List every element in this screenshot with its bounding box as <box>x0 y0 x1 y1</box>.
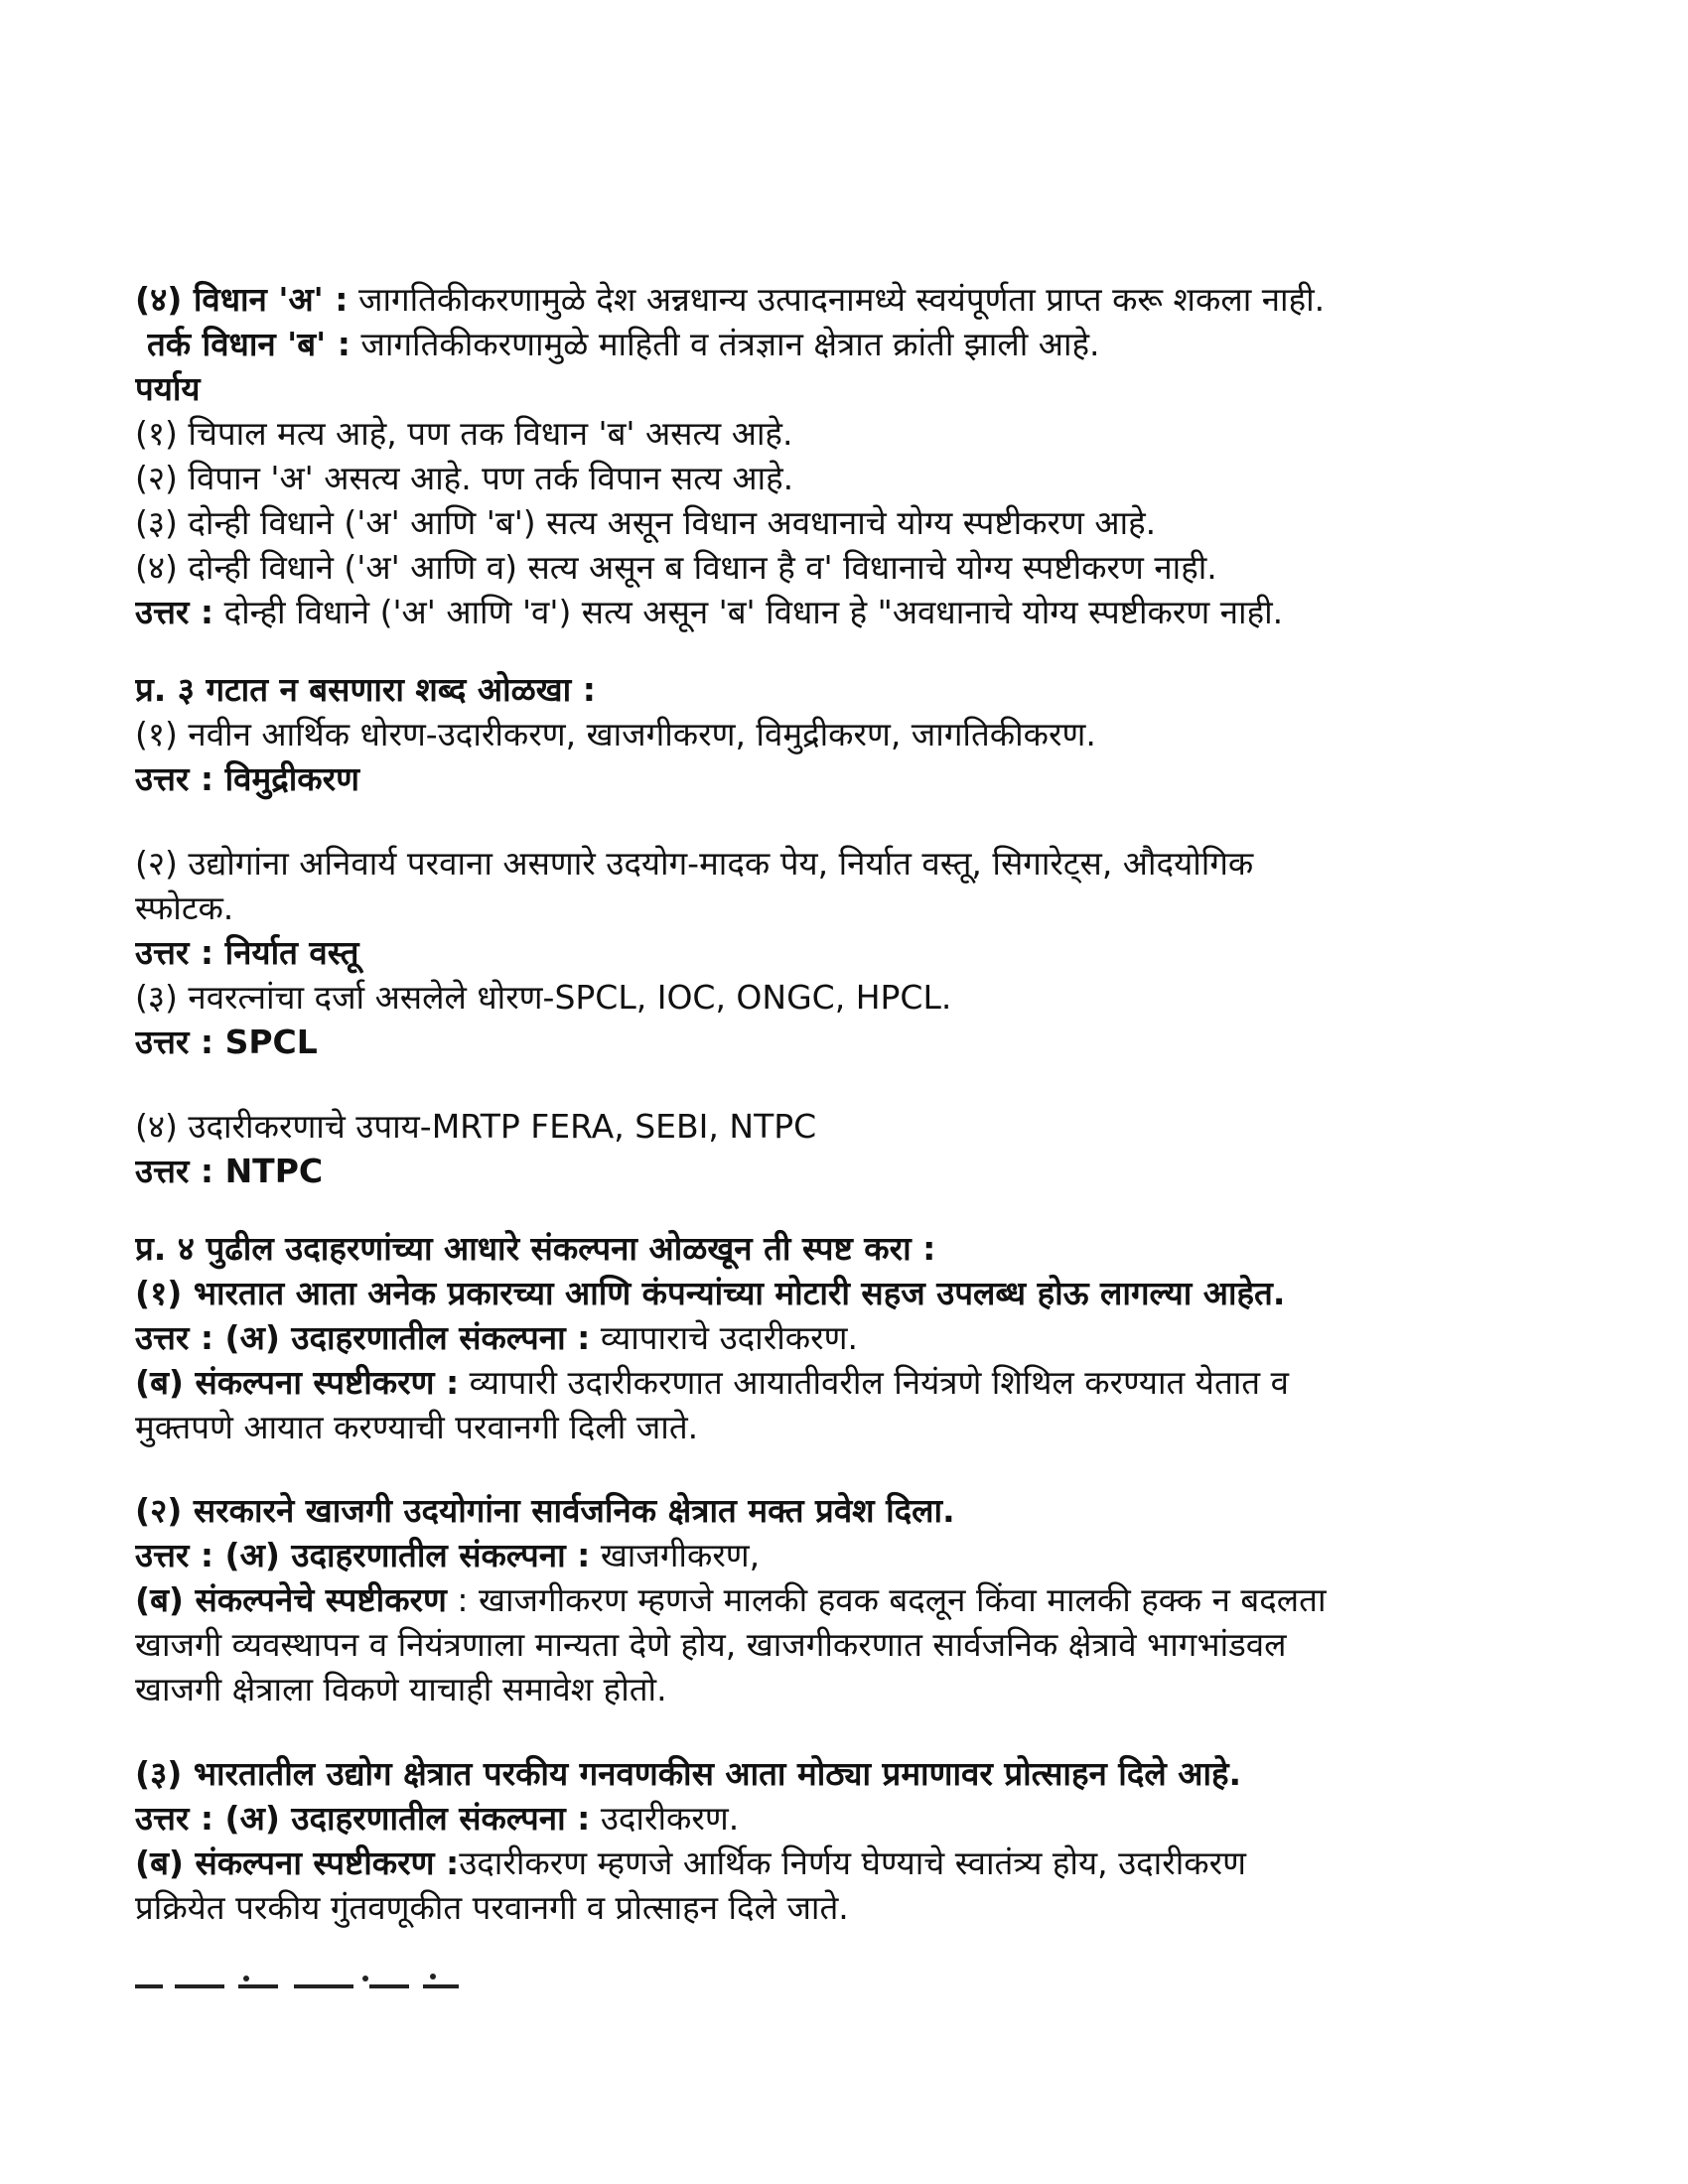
q3-item-1-answer <box>135 757 1565 801</box>
q3-item-3-answer-label: उत्तर : <box>135 1023 214 1061</box>
q4-item-2-concept-text: खाजगीकरण, <box>590 1536 761 1574</box>
q3-item-3-question: (३) नवरत्नांचा दर्जा असलेले धोरण-SPCL, IOC, ONGC, HPCL. <box>135 978 952 1017</box>
q3-item-2-answer <box>135 931 1565 975</box>
option-3: (३) दोन्ही विधाने ('अ' आणि 'ब') सत्य असून विधान अवधानाचे योग्य स्पष्टीकरण आहे. <box>135 503 1157 542</box>
option-4: (४) दोन्ही विधाने ('अ' आणि व) सत्य असून ब विधान है व' विधानाचे योग्य स्पष्टीकरण नाही. <box>135 548 1217 587</box>
q4-item-1-concept-text: व्यापाराचे उदारीकरण. <box>590 1318 858 1357</box>
option-1: (१) चिपाल मत्य आहे, पण तक विधान 'ब' असत्य आहे. <box>135 414 793 453</box>
q4-item-3-explain-label: (ब) संकल्पना स्पष्टीकरण : <box>135 1843 460 1882</box>
q3-item-4-answer-text: NTPC <box>213 1152 324 1190</box>
statement-a-line <box>135 278 1565 322</box>
q4-heading: प्र. ४ पुढील उदाहरणांच्या आधारे संकल्पना ओळखून ती स्पष्ट करा : <box>135 1229 936 1268</box>
statement-a-label: (४) विधान 'अ' : <box>135 280 349 319</box>
q3-heading: प्र. ३ गटात न बसणारा शब्द ओळखा : <box>135 670 596 709</box>
q4-item-2-explain-cont-1: खाजगी व्यवस्थापन व नियंत्रणाला मान्यता देणे होय, खाजगीकरणात सार्वजनिक क्षेत्रावे भागभांडवल <box>135 1625 1287 1664</box>
q4-item-2-explain-label: (ब) संकल्पनेचे स्पष्टीकरण <box>135 1580 447 1619</box>
q3-item-2-answer-text: निर्यात वस्तू <box>213 933 359 972</box>
q4-item-2-concept-label: उत्तर : (अ) उदाहरणातील संकल्पना : <box>135 1536 591 1574</box>
q4-item-1-explain-text: व्यापारी उदारीकरणात आयातीवरील नियंत्रणे शिथिल करण्यात येतात व <box>459 1363 1289 1402</box>
q4-item-1-explain <box>135 1361 1565 1405</box>
q3-item-3-answer-text: SPCL <box>213 1023 318 1061</box>
statement-b-line <box>147 323 1577 366</box>
statement-a-text: जागतिकीकरणामुळे देश अन्नधान्य उत्पादनामध्ये स्वयंपूर्णता प्राप्त करू शकला नाही. <box>348 280 1326 319</box>
q4-item-3-concept-text: उदारीकरण. <box>590 1799 740 1838</box>
q3-item-2-question: (२) उद्योगांना अनिवार्य परवाना असणारे उदयोग-मादक पेय, निर्यात वस्तू, सिगारेट्स, औदयोगिक <box>135 844 1254 883</box>
q3-item-2-question-cont: स्फोटक. <box>135 888 234 927</box>
cut-off-text-fragment <box>135 1971 473 1990</box>
q4-item-1-explain-label: (ब) संकल्पना स्पष्टीकरण : <box>135 1363 460 1402</box>
q4-item-2-explain-text: : खाजगीकरण म्हणजे मालकी हवक बदलून किंवा मालकी हक्क न बदलता <box>446 1580 1327 1619</box>
q4-item-3-explain <box>135 1842 1565 1885</box>
statement-answer-label: उत्तर : <box>135 593 214 631</box>
q4-item-1-explain-cont: मुक्तपणे आयात करण्याची परवानगी दिली जाते. <box>135 1408 699 1446</box>
options-heading: पर्याय <box>135 369 201 408</box>
q4-item-2-concept <box>135 1534 1565 1577</box>
q3-item-4-answer <box>135 1150 1565 1193</box>
q4-item-3-concept-label: उत्तर : (अ) उदाहरणातील संकल्पना : <box>135 1799 591 1838</box>
option-2: (२) विपान 'अ' असत्य आहे. पण तर्क विपान सत्य आहे. <box>135 459 794 497</box>
q4-item-1-concept <box>135 1316 1565 1360</box>
q3-item-1-answer-text: विमुद्रीकरण <box>213 759 359 798</box>
q3-item-4-question: (४) उदारीकरणाचे उपाय-MRTP FERA, SEBI, NTPC <box>135 1107 817 1146</box>
statement-answer-text: दोन्ही विधाने ('अ' आणि 'व') सत्य असून 'ब' विधान हे "अवधानाचे योग्य स्पष्टीकरण नाही. <box>213 593 1284 631</box>
q4-item-2-explain <box>135 1578 1565 1622</box>
statement-b-label: तर्क विधान 'ब' : <box>147 325 351 363</box>
q3-item-1-question: (१) नवीन आर्थिक धोरण-उदारीकरण, खाजगीकरण, विमुद्रीकरण, जागतिकीकरण. <box>135 715 1096 753</box>
q4-item-3-explain-cont: प्रक्रियेत परकीय गुंतवणूकीत परवानगी व प्रोत्साहन दिले जाते. <box>135 1888 849 1927</box>
q4-item-2-explain-cont-2: खाजगी क्षेत्राला विकणे याचाही समावेश होतो. <box>135 1670 667 1708</box>
statement-b-text: जागतिकीकरणामुळे माहिती व तंत्रज्ञान क्षेत्रात क्रांती झाली आहे. <box>350 325 1100 363</box>
q3-item-2-answer-label: उत्तर : <box>135 933 214 972</box>
q4-item-3-concept <box>135 1797 1565 1841</box>
statement-answer-line <box>135 591 1565 634</box>
q3-item-3-answer <box>135 1021 1565 1064</box>
q4-item-1-concept-label: उत्तर : (अ) उदाहरणातील संकल्पना : <box>135 1318 591 1357</box>
q4-item-3-explain-text: उदारीकरण म्हणजे आर्थिक निर्णय घेण्याचे स्वातंत्र्य होय, उदारीकरण <box>459 1843 1246 1882</box>
q3-item-1-answer-label: उत्तर : <box>135 759 214 798</box>
q4-item-1-question: (१) भारतात आता अनेक प्रकारच्या आणि कंपन्यांच्या मोटारी सहज उपलब्ध होऊ लागल्या आहेत. <box>135 1274 1286 1312</box>
q4-item-3-question: (३) भारतातील उद्योग क्षेत्रात परकीय गनवणकीस आता मोठ्या प्रमाणावर प्रोत्साहन दिले आहे. <box>135 1754 1241 1793</box>
q3-item-4-answer-label: उत्तर : <box>135 1152 214 1190</box>
q4-item-2-question: (२) सरकारने खाजगी उदयोगांना सार्वजनिक क्षेत्रात मक्त प्रवेश दिला. <box>135 1491 955 1530</box>
